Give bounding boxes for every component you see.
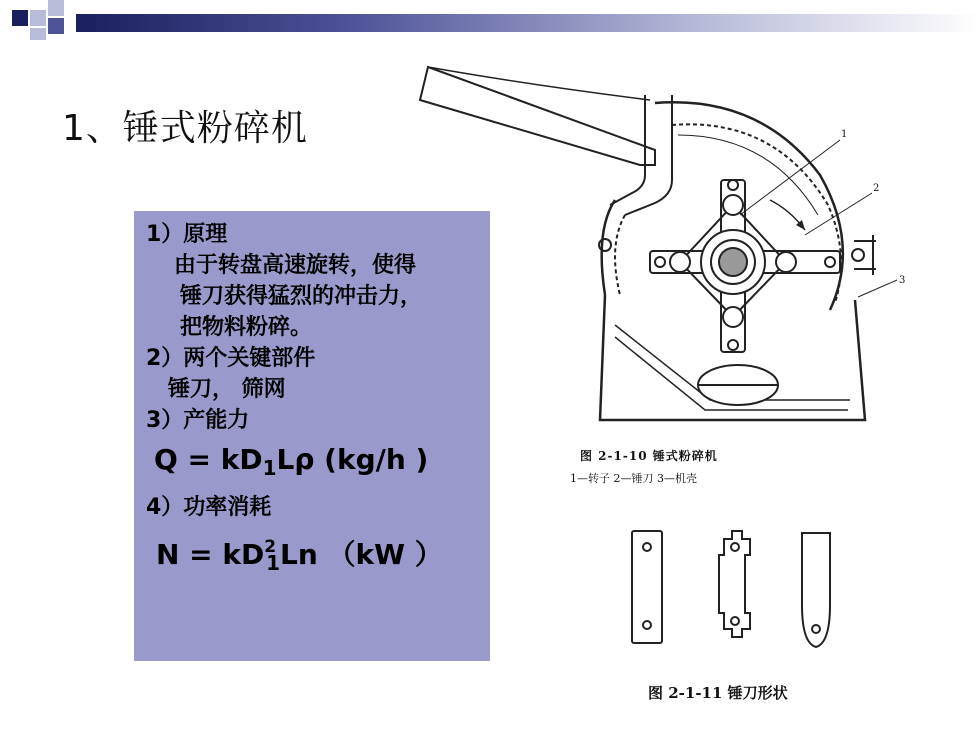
item-text: 锤刀获得猛烈的冲击力， <box>180 284 423 309</box>
slide-title: 1、锤式粉碎机 <box>62 108 308 149</box>
callout-label: 2 <box>873 183 880 194</box>
item-heading: 1）原理 <box>146 222 228 247</box>
header-gradient-bar <box>76 14 980 32</box>
decor-square <box>30 10 46 26</box>
item-heading: 2）两个关键部件 <box>146 346 316 371</box>
item-heading: 4）功率消耗 <box>146 495 272 520</box>
item-text: 把物料粉碎。 <box>180 315 313 340</box>
hammer-mill-diagram <box>410 55 910 435</box>
item-heading: 3）产能力 <box>146 408 250 433</box>
item-text: 由于转盘高速旋转，使得 <box>174 253 417 278</box>
capacity-formula: $Q = kD_1L\rho$ (kg/h ) <box>154 443 429 480</box>
callout-label: 1 <box>841 129 848 140</box>
decor-square <box>48 0 64 16</box>
power-formula: $N = kD^2_1Ln$ （kW ） <box>156 537 443 575</box>
hammer-blade-shapes <box>620 525 840 655</box>
figure-1-legend: 1—转子 2—锤刀 3—机壳 <box>570 472 697 485</box>
header-decoration <box>0 0 980 40</box>
figure-1-caption: 图 2-1-10 锤式粉碎机 <box>580 449 718 463</box>
figure-2-caption: 图 2-1-11 锤刀形状 <box>648 684 788 702</box>
decor-square <box>48 18 64 34</box>
item-text: 锤刀， 筛网 <box>168 377 286 402</box>
decor-square <box>12 10 28 26</box>
callout-label: 3 <box>899 275 906 286</box>
decor-square <box>30 28 46 40</box>
